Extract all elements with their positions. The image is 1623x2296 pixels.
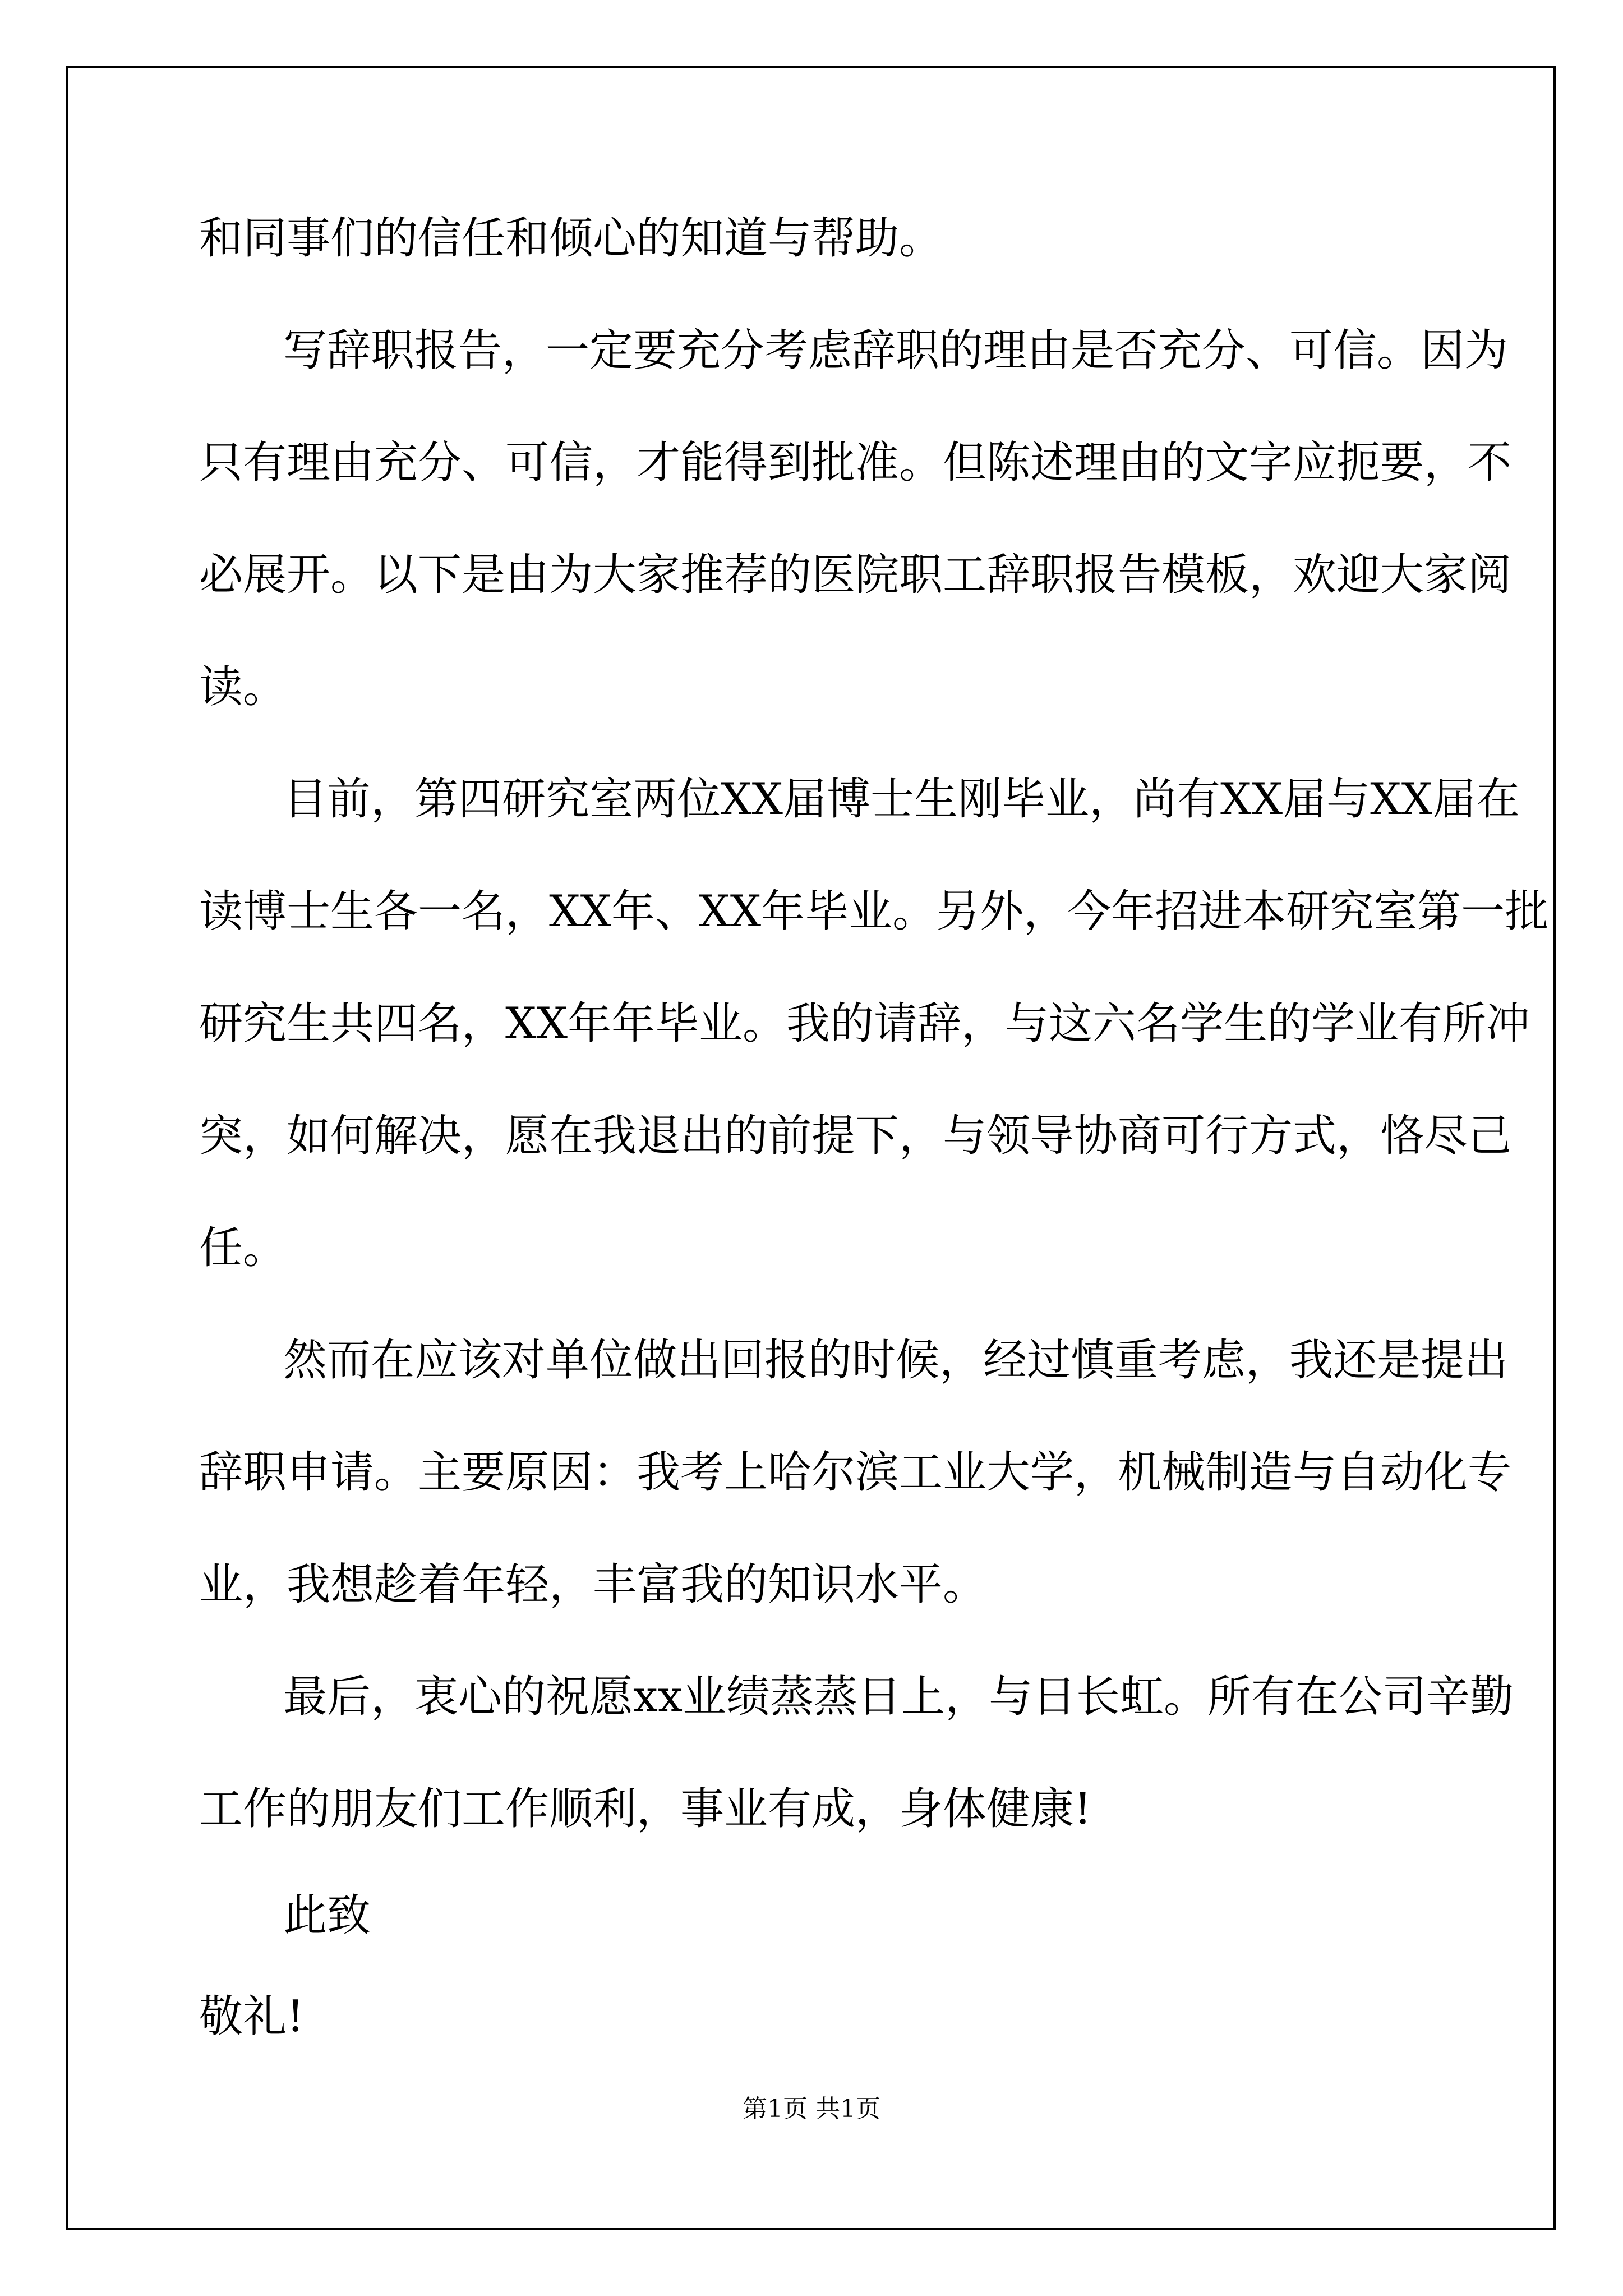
text-line: 研究生共四名，XX年年毕业。我的请辞，与这六名学生的学业有所冲 [199,999,1530,1049]
text-line: 业，我想趁着年轻，丰富我的知识水平。 [199,1559,987,1610]
text-line: 读博士生各一名，XX年、XX年毕业。另外，今年招进本研究室第一批 [199,886,1549,937]
text-line: 辞职申请。主要原因：我考上哈尔滨工业大学，机械制造与自动化专 [199,1447,1512,1498]
text-line: 和同事们的信任和倾心的知道与帮助。 [199,213,943,264]
text-line: 最后，衷心的祝愿xx业绩蒸蒸日上，与日长虹。所有在公司辛勤 [283,1672,1514,1722]
text-line: 工作的朋友们工作顺利，事业有成，身体健康! [199,1784,1092,1834]
closing-salutation: 此致 [283,1890,371,1941]
text-line: 写辞职报告，一定要充分考虑辞职的理由是否充分、可信。因为 [283,325,1509,376]
page-number-footer: 第1页 共1页 [743,2095,880,2123]
text-line: 然而在应该对单位做出回报的时候，经过慎重考虑，我还是提出 [283,1335,1509,1386]
closing-regards: 敬礼! [199,1991,305,2042]
text-line: 突，如何解决，愿在我退出的前提下，与领导协商可行方式，恪尽己 [199,1111,1512,1161]
text-line: 必展开。以下是由为大家推荐的医院职工辞职报告模板，欢迎大家阅 [199,550,1512,600]
text-line: 只有理由充分、可信，才能得到批准。但陈述理由的文字应扼要，不 [199,438,1512,488]
text-line: 任。 [199,1223,287,1273]
text-line: 读。 [199,662,287,712]
text-line: 目前，第四研究室两位XX届博士生刚毕业，尚有XX届与XX届在 [283,774,1520,825]
